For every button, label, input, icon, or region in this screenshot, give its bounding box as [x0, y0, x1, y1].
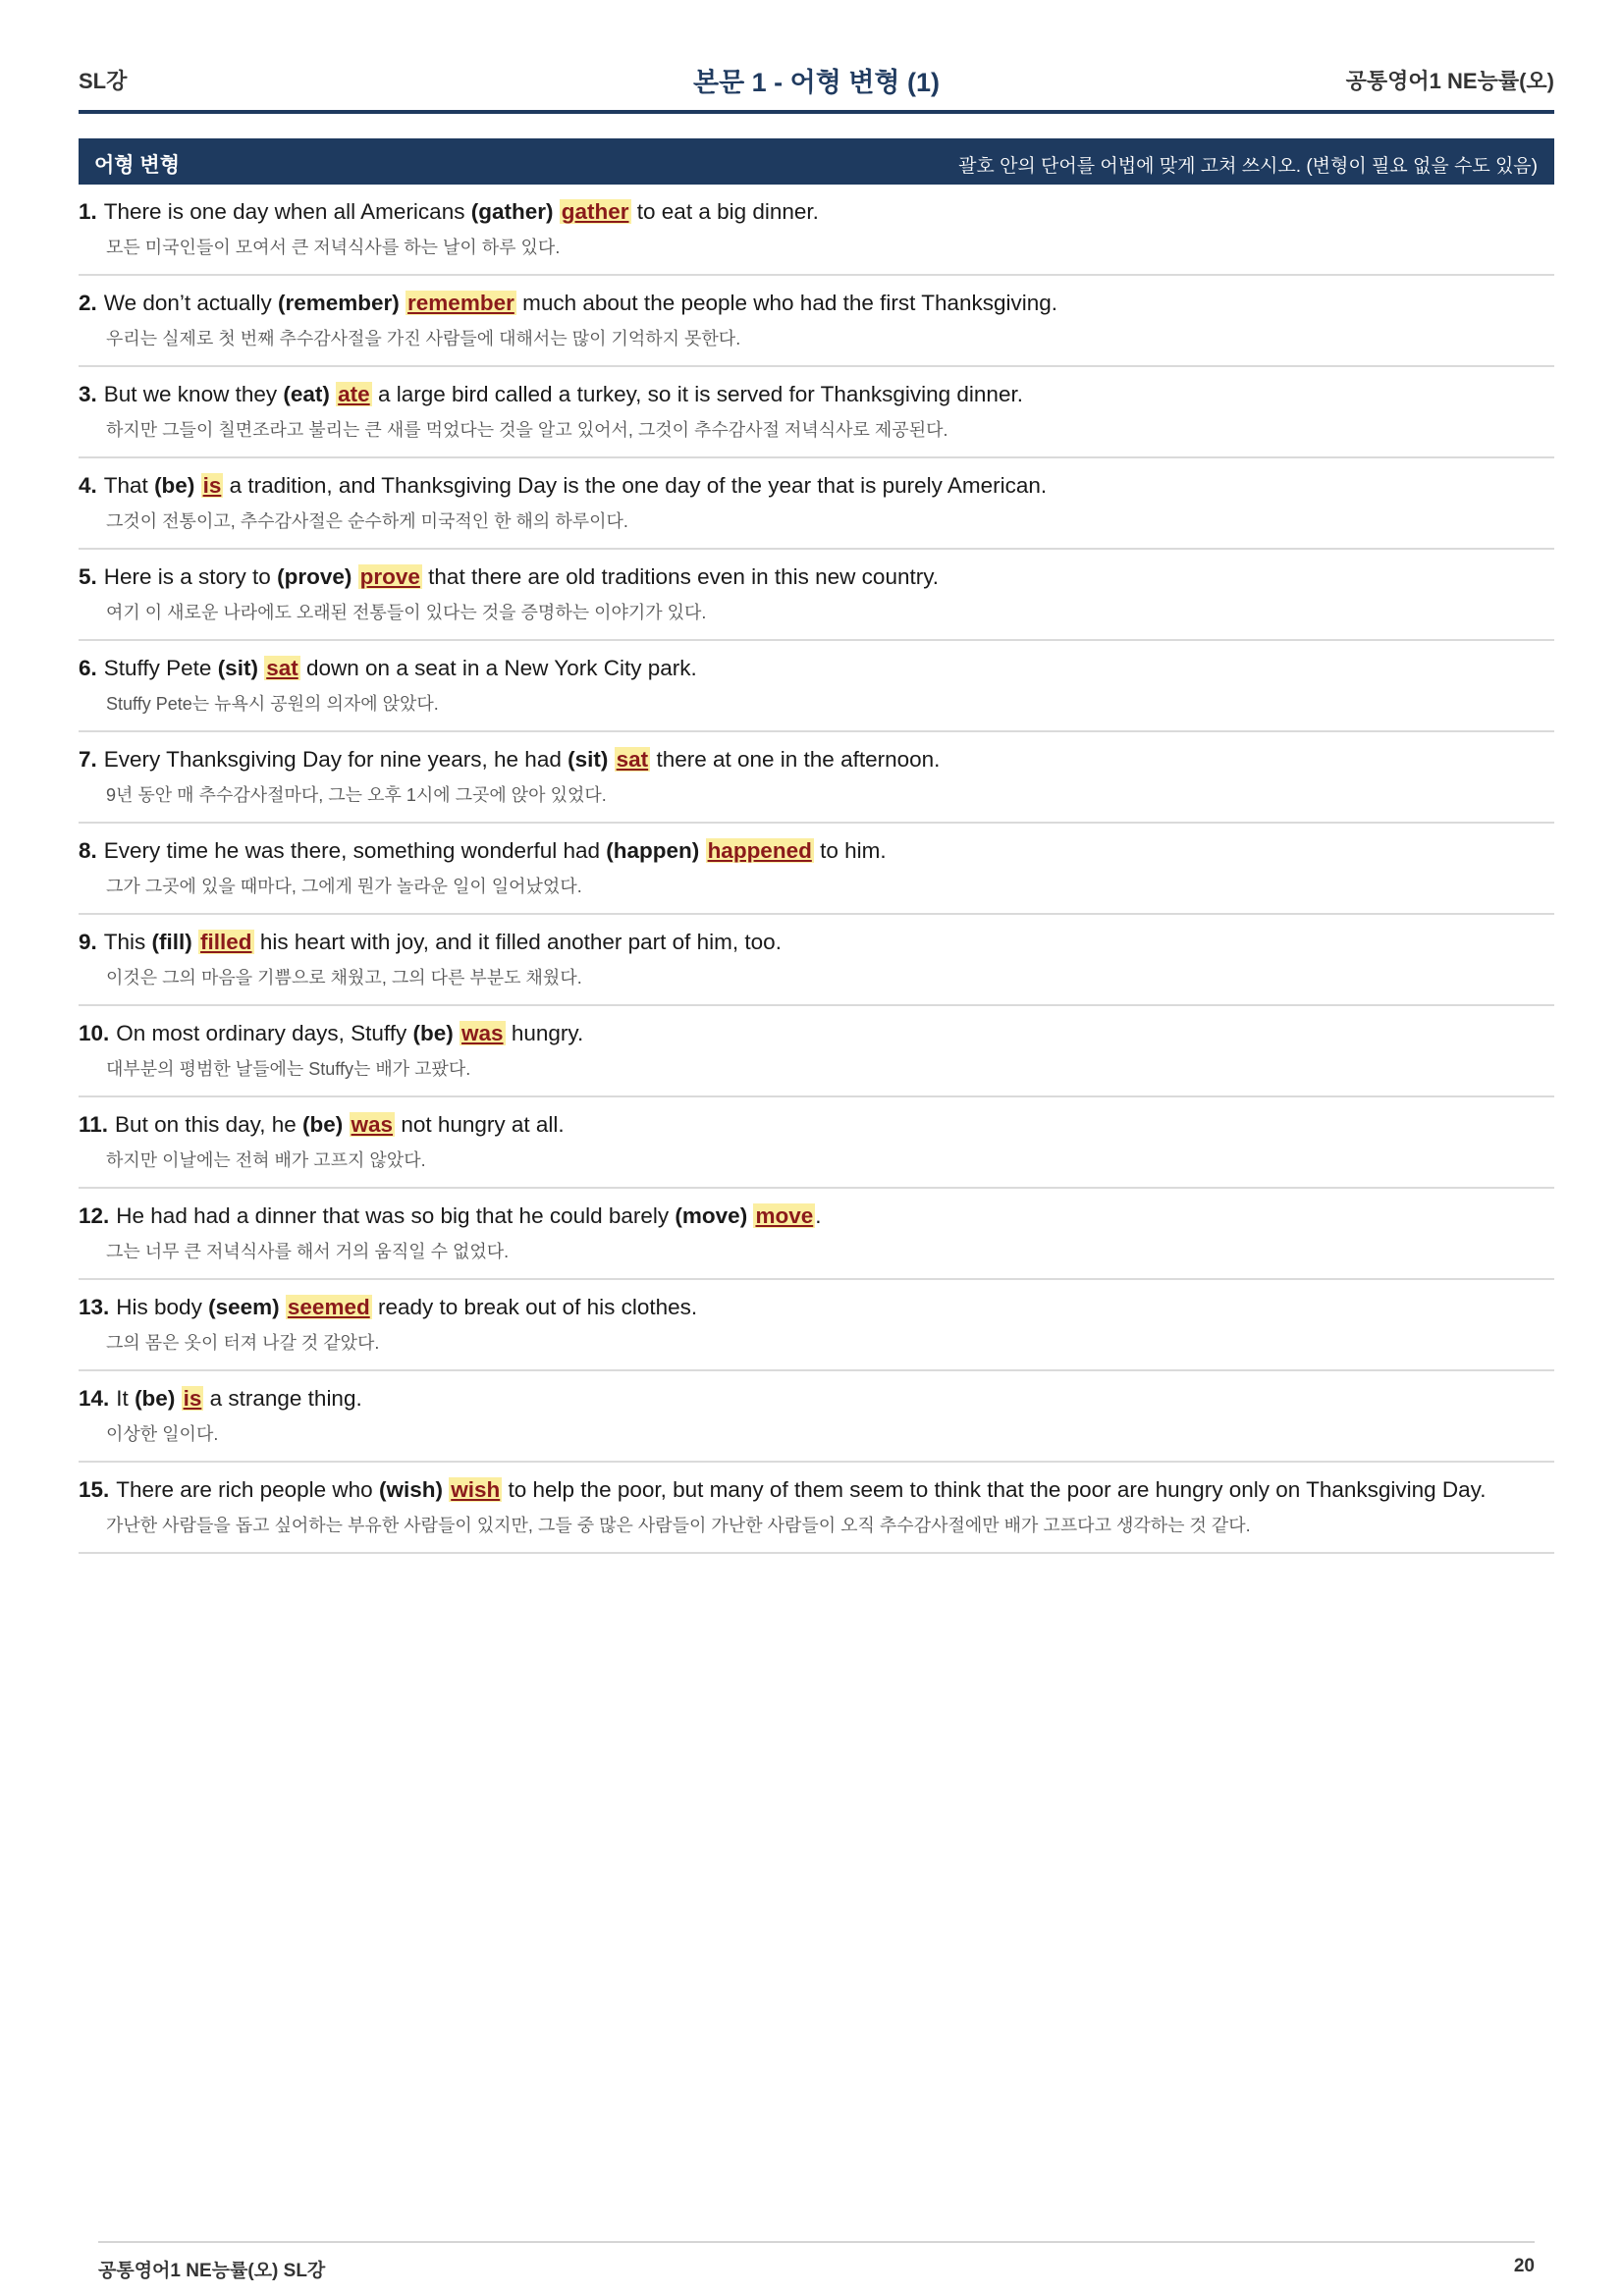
- sentence-pre: That: [103, 473, 148, 498]
- item-number: 8.: [79, 838, 97, 863]
- exercise-item: [79, 458, 1554, 550]
- answer-word: seemed: [287, 1295, 370, 1319]
- exercise-item: [79, 732, 1554, 824]
- answer-word: happened: [707, 838, 812, 863]
- hint-word: (remember): [277, 291, 400, 315]
- korean-translation: 여기 이 새로운 나라에도 오래된 전통들이 있다는 것을 증명하는 이야기가 있다.: [106, 603, 707, 622]
- section-title: 어형 변형: [94, 154, 180, 177]
- sentence-post: to eat a big dinner.: [636, 199, 819, 224]
- exercise-item: [79, 641, 1554, 732]
- hint-word: (happen): [606, 838, 700, 863]
- item-number: 5.: [79, 564, 97, 589]
- english-sentence: [79, 473, 1047, 499]
- item-number: 13.: [79, 1295, 110, 1319]
- answer-word: sat: [266, 656, 298, 680]
- item-number: 6.: [79, 656, 97, 680]
- header-right-label: 공통영어1 NE능률(오): [1345, 69, 1554, 93]
- korean-translation: 가난한 사람들을 돕고 싶어하는 부유한 사람들이 있지만, 그들 중 많은 사람들이 가난한 사람들이 오직 추수감사절에만 배가 고프다고 생각하는 것 같다.: [106, 1516, 1251, 1535]
- hint-word: (fill): [151, 930, 192, 954]
- sentence-post: his heart with joy, and it filled another part of him, too.: [259, 930, 782, 954]
- item-number: 2.: [79, 291, 97, 315]
- hint-word: (be): [154, 473, 195, 498]
- exercise-item: [79, 1280, 1554, 1371]
- item-number: 14.: [79, 1386, 110, 1411]
- item-number: 11.: [79, 1112, 109, 1137]
- item-number: 9.: [79, 930, 97, 954]
- item-number: 7.: [79, 747, 97, 772]
- korean-translation: 그의 몸은 옷이 터져 나갈 것 같았다.: [106, 1333, 380, 1353]
- exercise-item: [79, 1371, 1554, 1463]
- footer-label: 공통영어1 NE능률(오) SL강: [98, 2261, 326, 2281]
- sentence-pre: But on this day, he: [115, 1112, 297, 1137]
- exercise-item: [79, 185, 1554, 276]
- korean-translation: 9년 동안 매 추수감사절마다, 그는 오후 1시에 그곳에 앉아 있었다.: [106, 785, 607, 805]
- korean-translation: 우리는 실제로 첫 번째 추수감사절을 가진 사람들에 대해서는 많이 기억하지 못한다.: [106, 329, 741, 348]
- english-sentence: [79, 382, 1023, 407]
- korean-translation: 모든 미국인들이 모여서 큰 저녁식사를 하는 날이 하루 있다.: [106, 238, 561, 257]
- sentence-pre: Stuffy Pete: [103, 656, 212, 680]
- sentence-pre: Every Thanksgiving Day for nine years, he had: [103, 747, 562, 772]
- answer-word: is: [202, 473, 222, 498]
- sentence-pre: It: [116, 1386, 129, 1411]
- korean-translation: 그는 너무 큰 저녁식사를 해서 거의 움직일 수 없었다.: [106, 1242, 510, 1261]
- hint-word: (eat): [283, 382, 330, 406]
- page-header: [79, 61, 1554, 114]
- answer-word: was: [461, 1021, 504, 1045]
- hint-word: (seem): [208, 1295, 280, 1319]
- answer-word: gather: [561, 199, 629, 224]
- answer-word: ate: [338, 382, 370, 406]
- page-title: 본문 1 - 어형 변형 (1): [692, 68, 940, 97]
- english-sentence: [79, 930, 782, 955]
- hint-word: (be): [135, 1386, 176, 1411]
- korean-translation: 그가 그곳에 있을 때마다, 그에게 뭔가 놀라운 일이 일어났었다.: [106, 877, 582, 896]
- sentence-pre: This: [103, 930, 146, 954]
- item-number: 1.: [79, 199, 97, 224]
- sentence-post: much about the people who had the first Thanksgiving.: [522, 291, 1058, 315]
- sentence-pre: Every time he was there, something wonderful had: [103, 838, 601, 863]
- hint-word: (be): [302, 1112, 344, 1137]
- korean-translation: 하지만 그들이 칠면조라고 불리는 큰 새를 먹었다는 것을 알고 있어서, 그것이 추수감사절 저녁식사로 제공된다.: [106, 420, 948, 440]
- sentence-post: that there are old traditions even in this new country.: [428, 564, 940, 589]
- sentence-pre: But we know they: [103, 382, 278, 406]
- exercise-item: [79, 1463, 1554, 1554]
- english-sentence: [79, 564, 939, 590]
- answer-word: was: [351, 1112, 394, 1137]
- english-sentence: [79, 1021, 583, 1046]
- exercise-item: [79, 550, 1554, 641]
- item-number: 12.: [79, 1203, 110, 1228]
- sentence-post: hungry.: [511, 1021, 584, 1045]
- english-sentence: [79, 1112, 565, 1138]
- answer-word: move: [755, 1203, 814, 1228]
- answer-word: is: [183, 1386, 202, 1411]
- sentence-post: there at one in the afternoon.: [656, 747, 941, 772]
- sentence-post: a tradition, and Thanksgiving Day is the one day of the year that is purely American.: [229, 473, 1048, 498]
- page-number: 20: [1513, 2256, 1535, 2276]
- exercise-item: [79, 367, 1554, 458]
- sentence-pre: We don’t actually: [103, 291, 272, 315]
- korean-translation: 대부분의 평범한 날들에는 Stuffy는 배가 고팠다.: [106, 1059, 471, 1079]
- item-number: 15.: [79, 1477, 110, 1502]
- korean-translation: 이것은 그의 마음을 기쁨으로 채웠고, 그의 다른 부분도 채웠다.: [106, 968, 582, 988]
- english-sentence: [79, 199, 819, 225]
- sentence-post: to him.: [820, 838, 887, 863]
- answer-word: prove: [359, 564, 420, 589]
- english-sentence: [79, 1477, 1487, 1503]
- sentence-post: down on a seat in a New York City park.: [306, 656, 697, 680]
- sentence-pre: There is one day when all Americans: [103, 199, 465, 224]
- hint-word: (move): [675, 1203, 748, 1228]
- exercise-item: [79, 1189, 1554, 1280]
- sentence-post: .: [815, 1203, 822, 1228]
- footer-divider: [98, 2241, 1535, 2243]
- exercise-item: [79, 1097, 1554, 1189]
- sentence-post: not hungry at all.: [401, 1112, 565, 1137]
- sentence-post: to help the poor, but many of them seem to think that the poor are hungry only on Thanksgiving Day.: [508, 1477, 1487, 1502]
- english-sentence: [79, 1386, 362, 1412]
- sentence-pre: He had had a dinner that was so big that he could barely: [116, 1203, 670, 1228]
- exercise-item: [79, 276, 1554, 367]
- sentence-post: a large bird called a turkey, so it is served for Thanksgiving dinner.: [377, 382, 1023, 406]
- exercise-item: [79, 1006, 1554, 1097]
- english-sentence: [79, 1203, 822, 1229]
- item-number: 10.: [79, 1021, 110, 1045]
- hint-word: (prove): [277, 564, 352, 589]
- hint-word: (be): [412, 1021, 454, 1045]
- answer-word: remember: [407, 291, 514, 315]
- korean-translation: Stuffy Pete는 뉴욕시 공원의 의자에 앉았다.: [106, 694, 439, 714]
- korean-translation: 그것이 전통이고, 추수감사절은 순수하게 미국적인 한 해의 하루이다.: [106, 511, 628, 531]
- korean-translation: 하지만 이날에는 전혀 배가 고프지 않았다.: [106, 1150, 426, 1170]
- english-sentence: [79, 1295, 697, 1320]
- sentence-post: ready to break out of his clothes.: [377, 1295, 698, 1319]
- sentence-pre: There are rich people who: [116, 1477, 373, 1502]
- sentence-pre: On most ordinary days, Stuffy: [116, 1021, 407, 1045]
- exercise-item: [79, 824, 1554, 915]
- sentence-pre: His body: [116, 1295, 202, 1319]
- hint-word: (gather): [470, 199, 554, 224]
- sentence-post: a strange thing.: [209, 1386, 362, 1411]
- exercise-item: [79, 915, 1554, 1006]
- answer-word: wish: [451, 1477, 501, 1502]
- item-number: 3.: [79, 382, 97, 406]
- answer-word: sat: [616, 747, 649, 772]
- hint-word: (wish): [378, 1477, 443, 1502]
- item-number: 4.: [79, 473, 97, 498]
- exercise-list: [79, 185, 1554, 1554]
- korean-translation: 이상한 일이다.: [106, 1424, 219, 1444]
- hint-word: (sit): [217, 656, 258, 680]
- section-instruction: 괄호 안의 단어를 어법에 맞게 고쳐 쓰시오. (변형이 필요 없을 수도 있음): [958, 156, 1538, 177]
- sentence-pre: Here is a story to: [103, 564, 271, 589]
- english-sentence: [79, 838, 887, 864]
- section-bar: [79, 138, 1554, 185]
- hint-word: (sit): [568, 747, 609, 772]
- english-sentence: [79, 656, 697, 681]
- english-sentence: [79, 291, 1057, 316]
- english-sentence: [79, 747, 940, 773]
- header-left-label: SL강: [79, 69, 128, 93]
- answer-word: filled: [200, 930, 252, 954]
